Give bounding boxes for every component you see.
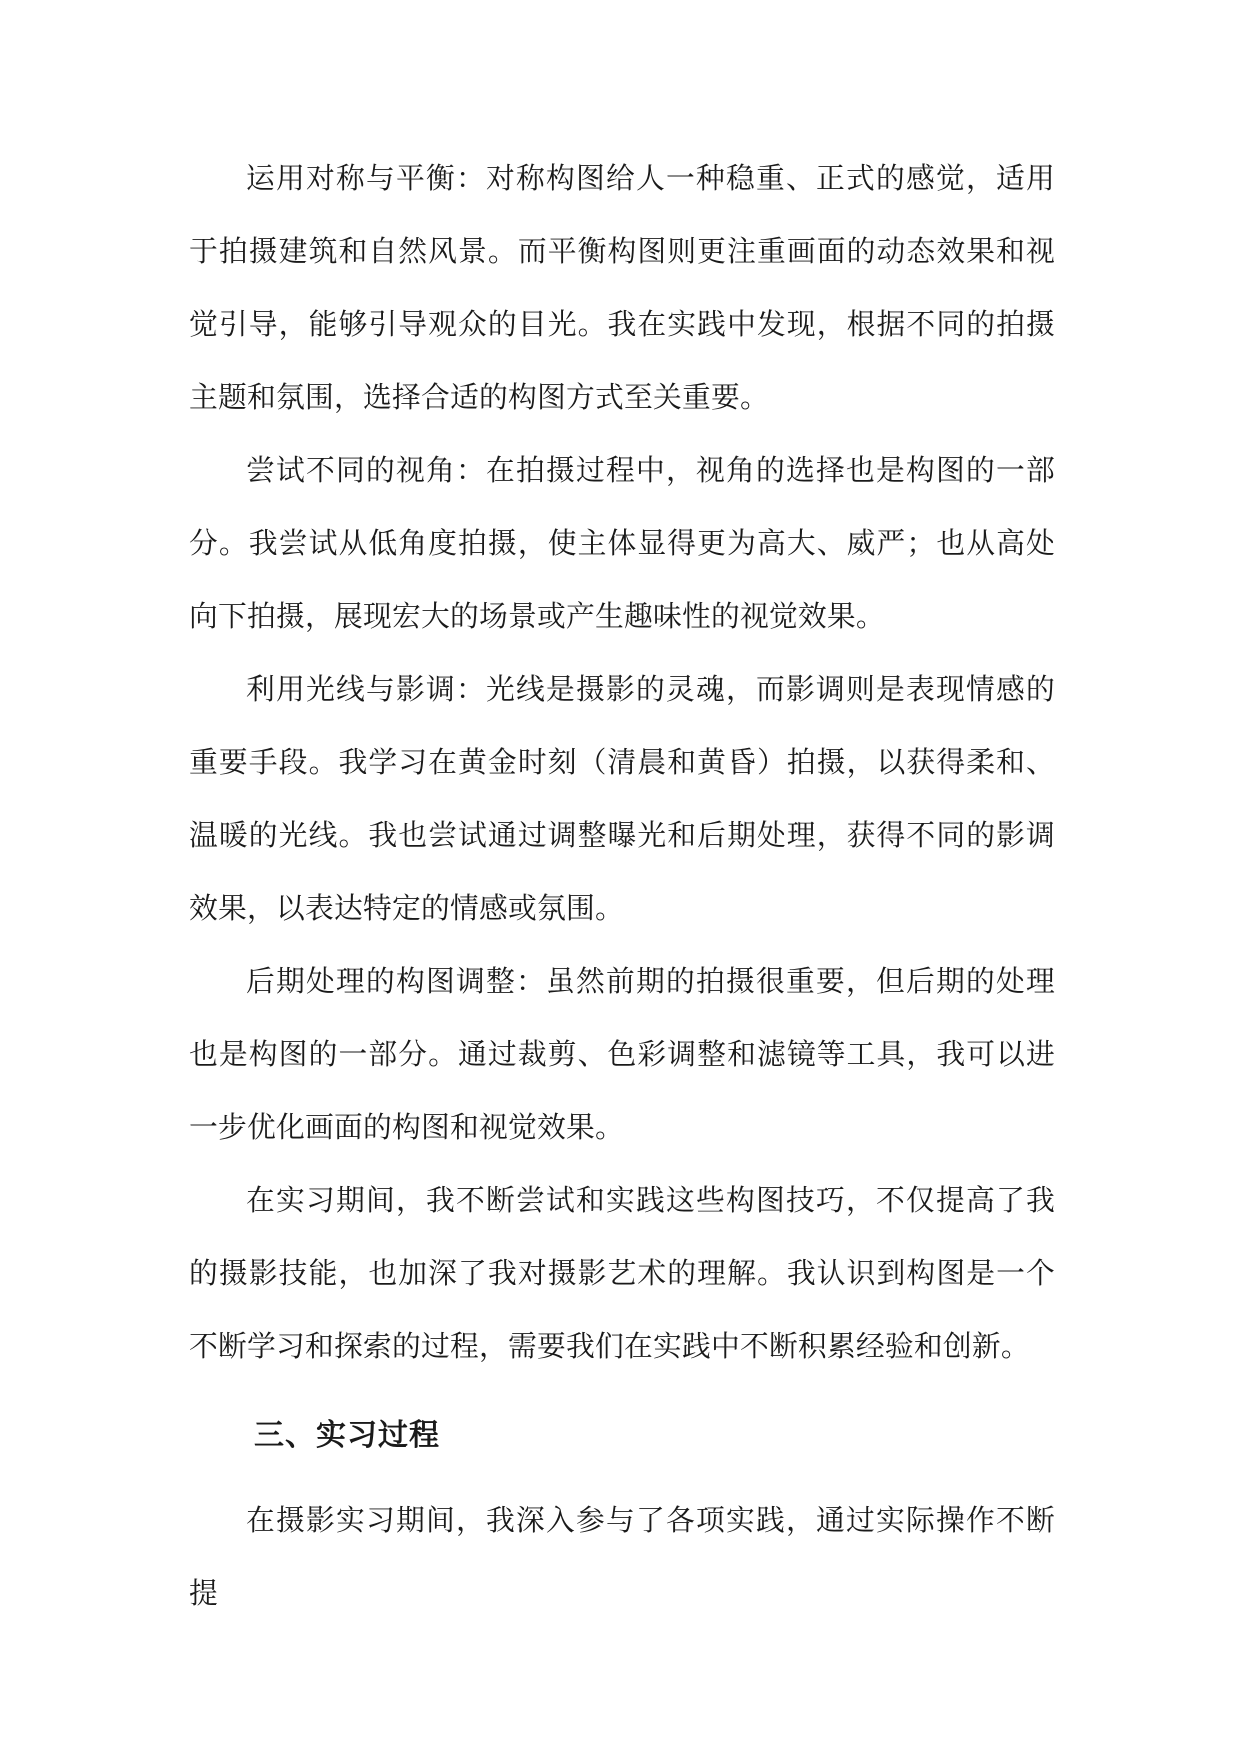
paragraph-light-tone: 利用光线与影调：光线是摄影的灵魂，而影调则是表现情感的重要手段。我学习在黄金时刻（清晨和黄昏）拍摄，以获得柔和、温暖的光线。我也尝试通过调整曝光和后期处理，获得不同的影调效果，以表达特定的情感或氛围。 <box>189 672 1055 925</box>
paragraph-summary: 在实习期间，我不断尝试和实践这些构图技巧，不仅提高了我的摄影技能，也加深了我对摄影艺术的理解。我认识到构图是一个不断学习和探索的过程，需要我们在实践中不断积累经验和创新。 <box>189 1183 1055 1363</box>
section-heading: 三、实习过程 <box>254 1418 440 1453</box>
document-body <box>189 142 1055 1630</box>
paragraph-internship-process: 在摄影实习期间，我深入参与了各项实践，通过实际操作不断提 <box>189 1503 1055 1610</box>
paragraph-viewpoint: 尝试不同的视角：在拍摄过程中，视角的选择也是构图的一部分。我尝试从低角度拍摄，使主体显得更为高大、威严；也从高处向下拍摄，展现宏大的场景或产生趣味性的视觉效果。 <box>189 453 1055 633</box>
paragraph-post-processing: 后期处理的构图调整：虽然前期的拍摄很重要，但后期的处理也是构图的一部分。通过裁剪、色彩调整和滤镜等工具，我可以进一步优化画面的构图和视觉效果。 <box>189 964 1055 1144</box>
paragraph-symmetry-balance: 运用对称与平衡：对称构图给人一种稳重、正式的感觉，适用于拍摄建筑和自然风景。而平衡构图则更注重画面的动态效果和视觉引导，能够引导观众的目光。我在实践中发现，根据不同的拍摄主题和氛围，选择合适的构图方式至关重要。 <box>189 161 1055 414</box>
